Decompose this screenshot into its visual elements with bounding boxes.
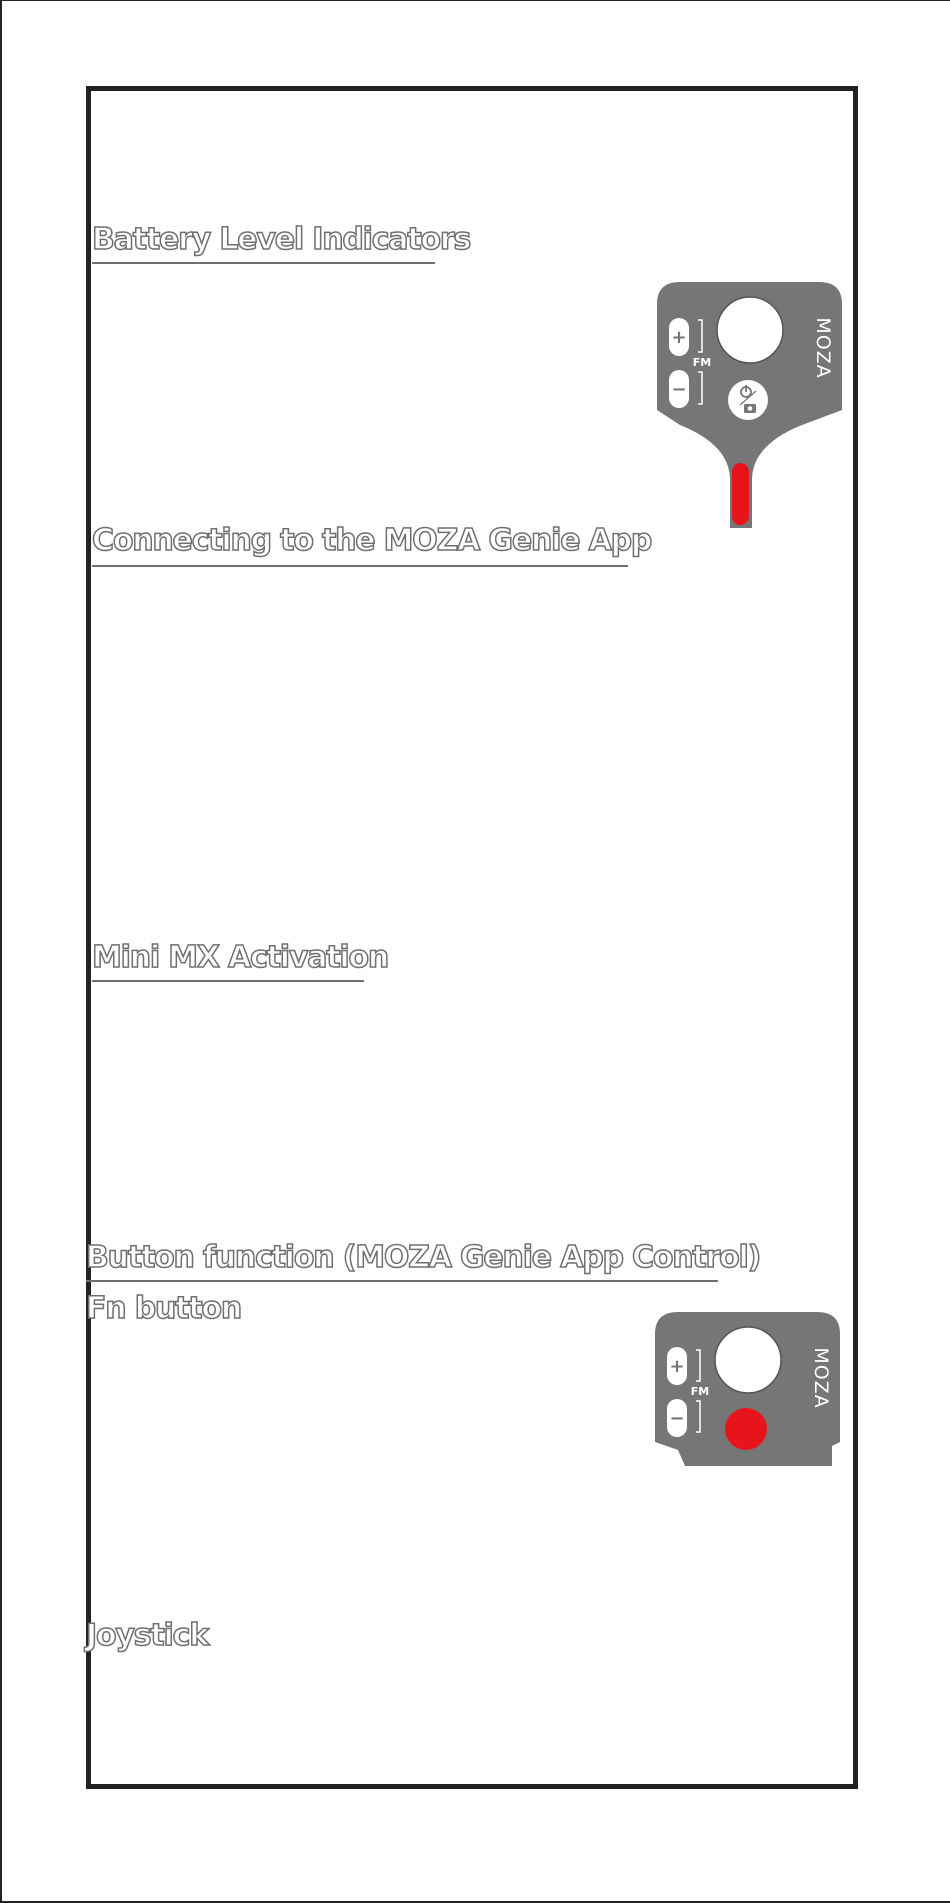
fm-label: FM: [692, 356, 712, 369]
fm-label: FM: [690, 1385, 710, 1398]
activation-title-underline: [92, 980, 364, 982]
power-camera-button: [728, 380, 768, 420]
brand-logo: MOZA: [812, 317, 834, 379]
connect-section-title: Connecting to the MOZA Genie App: [92, 523, 652, 558]
joystick-subtitle: Joystick: [86, 1618, 208, 1653]
battery-led-indicator: [732, 463, 749, 525]
joystick-circle: [717, 297, 783, 363]
gimbal-handle-led-illustration: [652, 280, 847, 530]
joystick-circle: [715, 1327, 781, 1393]
brand-logo: MOZA: [810, 1347, 832, 1409]
fn-button-highlight: [725, 1408, 767, 1450]
activation-section-title: Mini MX Activation: [92, 940, 389, 975]
plus-symbol: +: [669, 1356, 685, 1377]
plus-symbol: +: [671, 327, 687, 348]
battery-section-title: Battery Level Indicators: [92, 222, 471, 257]
minus-symbol: −: [669, 1408, 685, 1429]
button-function-title-underline: [86, 1280, 718, 1282]
battery-title-underline: [92, 262, 435, 264]
minus-symbol: −: [671, 379, 687, 400]
fn-button-subtitle: Fn button: [86, 1291, 241, 1326]
connect-title-underline: [92, 565, 628, 567]
gimbal-handle-fn-illustration: [650, 1310, 845, 1468]
button-function-section-title: Button function (MOZA Genie App Control): [86, 1240, 761, 1275]
